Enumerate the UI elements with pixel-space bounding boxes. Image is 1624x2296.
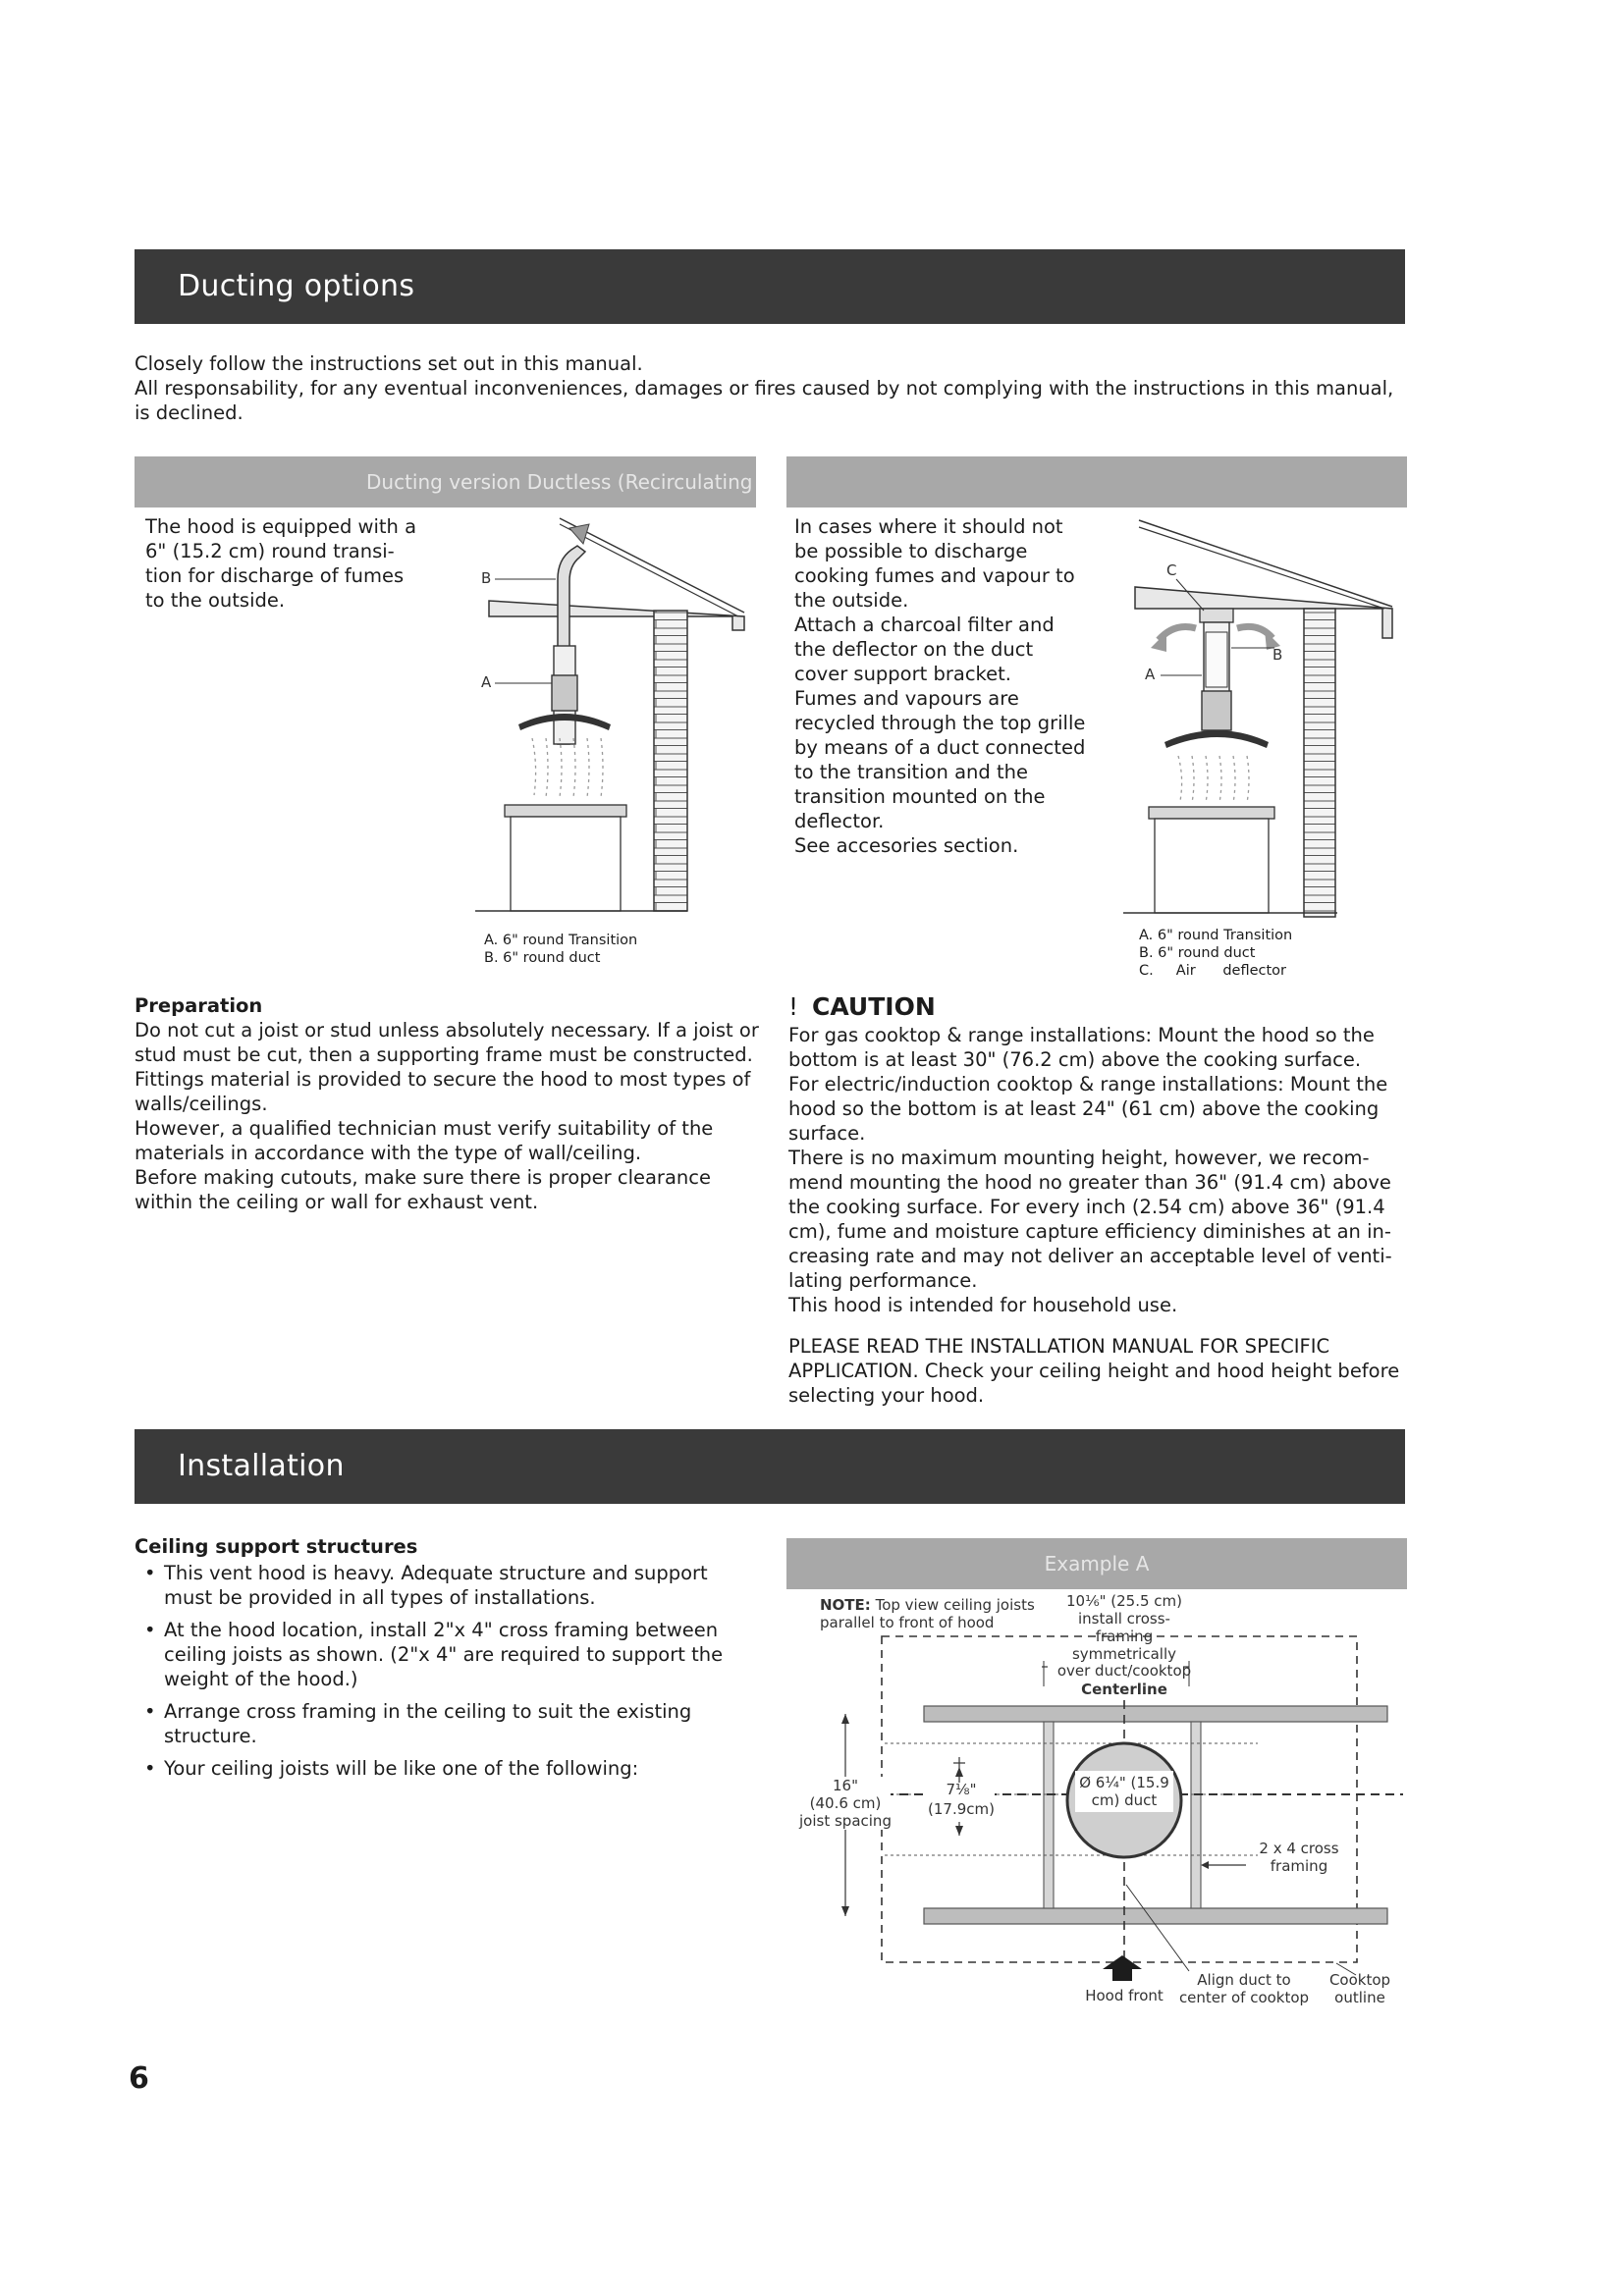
ducted-caption-b: B. 6" round duct [484,950,601,966]
ductless-caption-b: B. 6" round duct [1139,945,1256,961]
exhaust-arrow-icon [569,524,589,544]
cooktop-cabinet [1155,819,1269,913]
air-deflector [1200,609,1233,622]
hood-front-label: Hood front [1085,1987,1164,2004]
framing-label-1: 2 x 4 cross [1259,1840,1339,1857]
cross-framing-right [1191,1722,1201,1908]
list-item: • This vent hood is heavy. Adequate structure and support must be provided in all types of installations. [135,1561,759,1610]
duct-label-2: cm) duct [1091,1791,1158,1809]
page-number: 6 [129,2061,149,2096]
ductless-caption-a: A. 6" round Transition [1139,928,1293,943]
list-item: • Arrange cross framing in the ceiling to suit the existing structure. [135,1699,759,1748]
ductless-caption [1139,927,1292,980]
caution-section [788,991,1413,1408]
intro-line-1: Closely follow the instructions set out in this manual. [135,352,643,375]
brick-wall [1304,609,1335,917]
duct-label-1: Ø 6¼" (15.9 [1079,1774,1169,1791]
ducted-caption [484,932,637,967]
caution-warning-icon: ! [788,992,799,1021]
label-c: C [1166,561,1177,579]
svg-text:install cross-: install cross- [1078,1610,1170,1628]
ductless-caption-c: C. Air deflector [1139,963,1287,979]
framing-label-2: framing [1270,1857,1328,1875]
ceiling-joist-bottom [924,1908,1387,1924]
round-transition [1202,691,1231,730]
example-a-bar [786,1538,1407,1589]
list-item: • At the hood location, install 2"x 4" cross framing between ceiling joists as shown. (2"x 4" are required to support the weight of the hood.) [135,1618,759,1691]
ducting-options-title: Ducting options [178,269,415,303]
ductless-version-bar [786,456,1407,507]
offset-label-1: 7⅛" [946,1781,977,1798]
ducted-text: The hood is equipped with a 6" (15.2 cm) round transi-tion for discharge of fumes to the outside. [145,515,417,612]
preparation-title: Preparation [135,994,263,1017]
ducting-options-header [135,249,1405,324]
caution-heading [788,991,1413,1023]
caution-text-2: For electric/induction cooktop & range installations: Mount the hood so the bottom is at least 24" (61 cm) above the cooking surface. [788,1073,1388,1145]
ducted-caption-a: A. 6" round Transition [484,933,638,948]
caution-note: PLEASE READ THE INSTALLATION MANUAL FOR SPECIFIC APPLICATION. Check your ceiling height and hood height before selecting your hood. [788,1335,1400,1407]
centerline-label: Centerline [1081,1681,1167,1698]
label-b: B [1272,646,1283,664]
align-label-1: Align duct to [1197,1971,1291,1989]
ductless-text-2: Attach a charcoal filter and the deflector on the duct cover support bracket. [794,614,1055,685]
caution-text-1: For gas cooktop & range installations: Mount the hood so the bottom is at least 30" (76.2 cm) above the cooking surface. [788,1024,1375,1071]
fumes [1178,756,1249,803]
ductless-hood-diagram [1110,510,1404,918]
ducted-hood-diagram [461,510,766,918]
label-b: B [481,569,492,587]
svg-text:(40.6 cm): (40.6 cm) [809,1794,882,1812]
brick-wall [654,611,687,911]
caution-text-3: There is no maximum mounting height, however, we recom-mend mounting the hood no greater than 36" (91.4 cm) above the cooking surface. For every inch (2.54 cm) above 36" (91.4 cm), fume and moisture capture efficiency diminishes at an in-creasing rate and may not deliver an acceptable level of venti-lating performance. [788,1147,1392,1292]
cooktop-cabinet [511,817,621,911]
align-label-2: center of cooktop [1178,1989,1310,2006]
fumes [532,738,603,797]
ceiling-support-section [135,1534,759,1789]
ducted-version-bar [135,456,756,507]
ceiling-joist-top [924,1706,1387,1722]
label-a: A [1145,666,1156,683]
ceiling-support-title: Ceiling support structures [135,1535,418,1558]
ceiling-support-list [135,1561,759,1781]
note-line-1: NOTE: Top view ceiling joists [820,1596,1035,1614]
ducting-intro [135,351,1405,425]
preparation-text-3: However, a qualified technician must verify suitability of the materials in accordance with the type of wall/ceiling. [135,1117,714,1164]
svg-text:symmetrically: symmetrically [1071,1645,1177,1663]
hood-canopy [1164,730,1269,748]
svg-text:16": 16" [833,1777,858,1794]
svg-text:framing: framing [1095,1628,1154,1645]
cooktop-label-2: outline [1334,1989,1385,2006]
caution-title: CAUTION [811,992,936,1021]
intro-line-2: All responsability, for any eventual inconveniences, damages or fires caused by not complying with the instructions in this manual, is declined. [135,377,1394,424]
example-a-title: Example A [1044,1552,1150,1575]
list-item: • Your ceiling joists will be like one of the following: [135,1756,759,1781]
preparation-text-4: Before making cutouts, make sure there is proper clearance within the ceiling or wall for exhaust vent. [135,1166,711,1213]
installation-title: Installation [178,1449,345,1483]
offset-label-2: (17.9cm) [928,1800,995,1818]
ceiling-joist-diagram [786,1590,1407,2012]
preparation-section [135,993,759,1214]
installation-header [135,1429,1405,1504]
roof-slab [489,601,744,630]
note-line-2: parallel to front of hood [820,1614,995,1631]
ducted-description [145,514,428,613]
ducted-version-label: Ducting version Ductless (Recirculating [366,470,753,494]
caution-text-4: This hood is intended for household use. [788,1294,1178,1316]
preparation-text-1: Do not cut a joist or stud unless absolutely necessary. If a joist or stud must be cut, then a supporting frame must be constructed. [135,1019,759,1066]
ductless-text-1: In cases where it should not be possible to discharge cooking fumes and vapour to the outside. [794,515,1075,612]
round-transition [552,675,577,711]
ductless-description [794,514,1089,858]
ductless-text-4: See accesories section. [794,834,1019,857]
svg-text:10⅙" (25.5 cm): 10⅙" (25.5 cm) [1065,1592,1183,1610]
svg-text:joist spacing: joist spacing [799,1812,892,1830]
svg-text:over duct/cooktop: over duct/cooktop [1056,1662,1192,1680]
cross-framing-left [1044,1722,1054,1908]
hood-front-arrow-icon [1103,1955,1142,1981]
cooktop-label-1: Cooktop [1328,1971,1391,1989]
ductless-text-3: Fumes and vapours are recycled through the top grille by means of a duct connected to the transition and the transition mounted on the deflector. [794,687,1086,832]
preparation-text-2: Fittings material is provided to secure the hood to most types of walls/ceilings. [135,1068,751,1115]
label-a: A [481,673,492,691]
